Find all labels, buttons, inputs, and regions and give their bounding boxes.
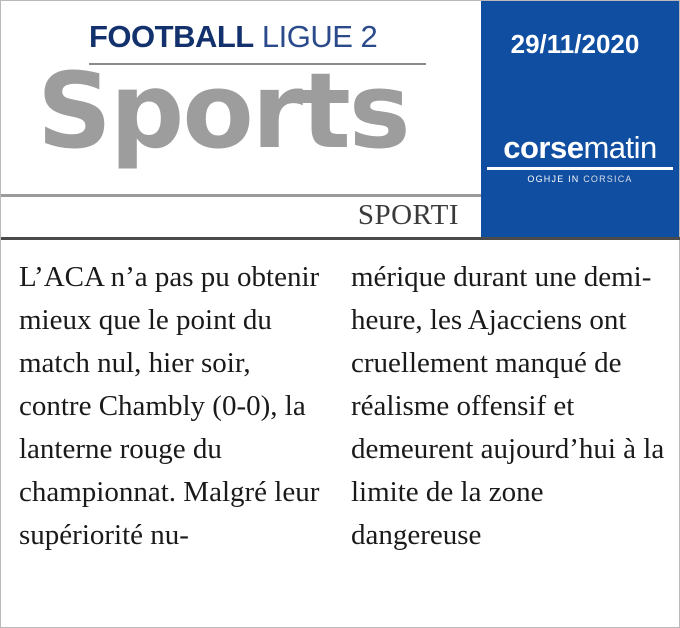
masthead-left	[1, 1, 481, 237]
logo-tagline-prefix: OGHJE IN	[527, 174, 584, 184]
logo-wordmark	[486, 131, 674, 165]
page-title: Sports	[37, 50, 409, 172]
kicker-sport-label: FOOTBALL	[89, 19, 254, 54]
logo-underline	[487, 167, 673, 170]
logo-tagline-accent: CORSICA	[583, 174, 633, 184]
page-subtitle: SPORTI	[357, 199, 459, 231]
article-column-right	[341, 240, 680, 627]
logo-word-matin: matin	[583, 130, 657, 165]
masthead	[1, 1, 679, 237]
article-body	[1, 237, 680, 627]
kicker-league-label: LIGUE 2	[261, 19, 378, 54]
logo-tagline	[486, 174, 674, 184]
corse-matin-logo	[486, 131, 674, 187]
article-column-left	[1, 240, 341, 627]
article-text-left: L’ACA n’a pas pu obtenir mieux que le point du match nul, hier soir, contre Chambly (0-0), la lanterne rouge du championnat. Malgré leur supériorité nu-	[19, 261, 320, 551]
masthead-divider	[1, 194, 481, 197]
article-text-right: mérique durant une demi-heure, les Ajacciens ont cruellement manqué de réalisme offensif et demeurent aujourd’hui à la limite de la zone dangereuse	[351, 261, 665, 551]
branding-panel	[481, 1, 679, 237]
logo-word-corse: corse	[503, 130, 584, 165]
publication-date: 29/11/2020	[510, 29, 640, 59]
